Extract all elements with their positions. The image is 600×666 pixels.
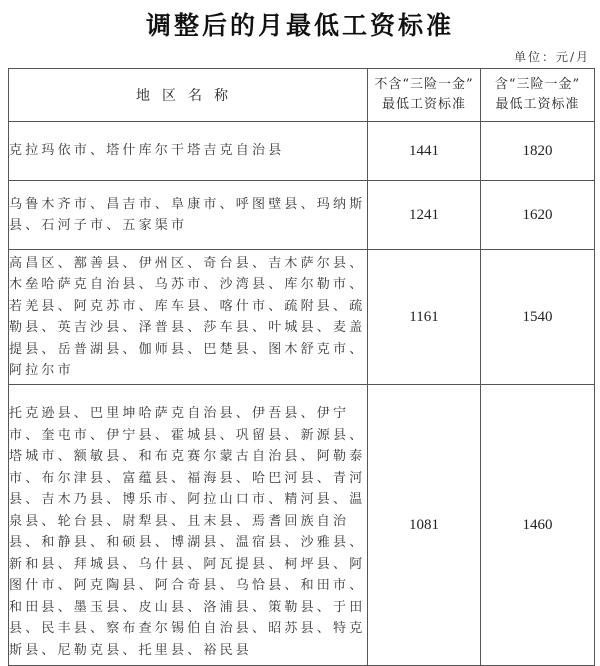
wage-without-insurance: 1241 [368,181,481,250]
wage-without-insurance: 1441 [368,122,481,181]
region-list: 克拉玛依市、塔什库尔干塔吉克自治县 [9,122,368,181]
region-list: 高昌区、鄯善县、伊州区、奇台县、吉木萨尔县、木垒哈萨克自治县、乌苏市、沙湾县、库尔勒市、若羌县、阿克苏市、库车县、喀什市、疏附县、疏勒县、英吉沙县、泽普县、莎车县、叶城县、麦盖提县、岳普湖县、伽师县、巴楚县、图木舒克市、阿拉尔市 [9,250,368,385]
page-title: 调整后的月最低工资标准 [145,11,454,40]
wage-with-insurance: 1460 [481,385,595,666]
header-without-insurance [368,69,481,122]
minimum-wage-table [8,68,595,666]
header-with-insurance-line2: 最低工资标准 [495,97,580,112]
wage-with-insurance: 1620 [481,181,595,250]
region-list: 托克逊县、巴里坤哈萨克自治县、伊吾县、伊宁市、奎屯市、伊宁县、霍城县、巩留县、新源县、塔城市、额敏县、和布克赛尔蒙古自治县、阿勒泰市、布尔津县、富蕴县、福海县、哈巴河县、青河县、吉木乃县、博乐市、阿拉山口市、精河县、温泉县、轮台县、尉犁县、且末县、焉耆回族自治县、和静县、和硕县、博湖县、温宿县、沙雅县、新和县、拜城县、乌什县、阿瓦提县、柯坪县、阿图什市、阿克陶县、阿合奇县、乌恰县、和田市、和田县、墨玉县、皮山县、洛浦县、策勒县、于田县、民丰县、察布查尔锡伯自治县、昭苏县、特克斯县、尼勒克县、托里县、裕民县 [9,385,368,666]
header-without-insurance-line1: 不含“三险一金” [374,77,474,92]
header-without-insurance-line2: 最低工资标准 [381,97,466,112]
wage-with-insurance: 1820 [481,122,595,181]
wage-without-insurance: 1081 [368,385,481,666]
wage-without-insurance: 1161 [368,250,481,385]
table-row [9,122,595,181]
table-row [9,250,595,385]
header-region-name: 地区名称 [9,69,368,122]
table-row [9,181,595,250]
header-with-insurance [481,69,595,122]
table-row [9,385,595,666]
wage-with-insurance: 1540 [481,250,595,385]
table-header-row [9,69,595,122]
unit-label: 单位：元/月 [513,50,590,64]
header-with-insurance-line1: 含“三险一金” [494,77,581,92]
region-list: 乌鲁木齐市、昌吉市、阜康市、呼图壁县、玛纳斯县、石河子市、五家渠市 [9,181,368,250]
